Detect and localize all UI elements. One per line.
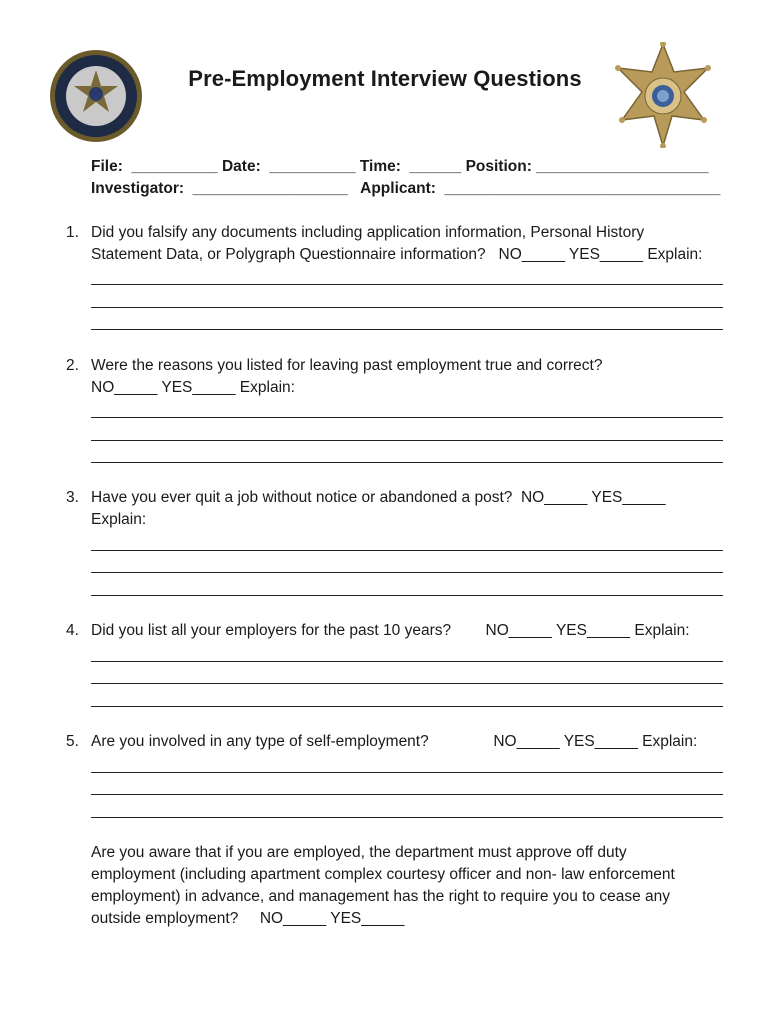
followup-text-line: outside employment? NO_____ YES_____ [91,910,405,927]
question-text-line: Were the reasons you listed for leaving past employment true and correct? [91,357,603,374]
deputy-badge-icon [612,42,714,148]
answer-line[interactable] [91,572,723,573]
question-text-line: Have you ever quit a job without notice or abandoned a post? NO_____ YES_____ [91,489,666,506]
answer-line[interactable] [91,550,723,551]
academy-seal-logo [48,48,144,144]
answer-line[interactable] [91,417,723,418]
answer-line[interactable] [91,462,723,463]
question-text-line: Did you falsify any documents including application information, Personal History [91,224,645,241]
academy-seal-icon [48,48,144,144]
answer-line[interactable] [91,661,723,662]
answer-line[interactable] [91,307,723,308]
answer-line[interactable] [91,706,723,707]
question-number: 3. [66,489,79,506]
answer-line[interactable] [91,772,723,773]
followup-text-line: Are you aware that if you are employed, the department must approve off duty [91,844,627,861]
header-line-file: File: __________ Date: __________ Time: ______ Position: ____________________ [91,158,709,175]
answer-line[interactable] [91,329,723,330]
answer-line[interactable] [91,440,723,441]
answer-line[interactable] [91,683,723,684]
question-text-line: Are you involved in any type of self-employment? NO_____ YES_____ Explain: [91,733,698,750]
question-text-line: NO_____ YES_____ Explain: [91,379,295,396]
question-number: 2. [66,357,79,374]
answer-line[interactable] [91,595,723,596]
header-line-investigator: Investigator: __________________ Applicant: ________________________________ [91,180,721,197]
answer-line[interactable] [91,817,723,818]
deputy-badge-logo [612,42,714,148]
followup-text-line: employment) in advance, and management has the right to require you to cease any [91,888,671,905]
question-text-line: Did you list all your employers for the past 10 years? NO_____ YES_____ Explain: [91,622,690,639]
question-text-line: Explain: [91,511,147,528]
answer-line[interactable] [91,794,723,795]
followup-text-line: employment (including apartment complex courtesy officer and non- law enforcement [91,866,675,883]
question-number: 4. [66,622,79,639]
answer-line[interactable] [91,284,723,285]
question-number: 5. [66,733,79,750]
page-title: Pre-Employment Interview Questions [188,66,582,91]
question-text-line: Statement Data, or Polygraph Questionnaire information? NO_____ YES_____ Explain: [91,246,703,263]
question-number: 1. [66,224,79,241]
